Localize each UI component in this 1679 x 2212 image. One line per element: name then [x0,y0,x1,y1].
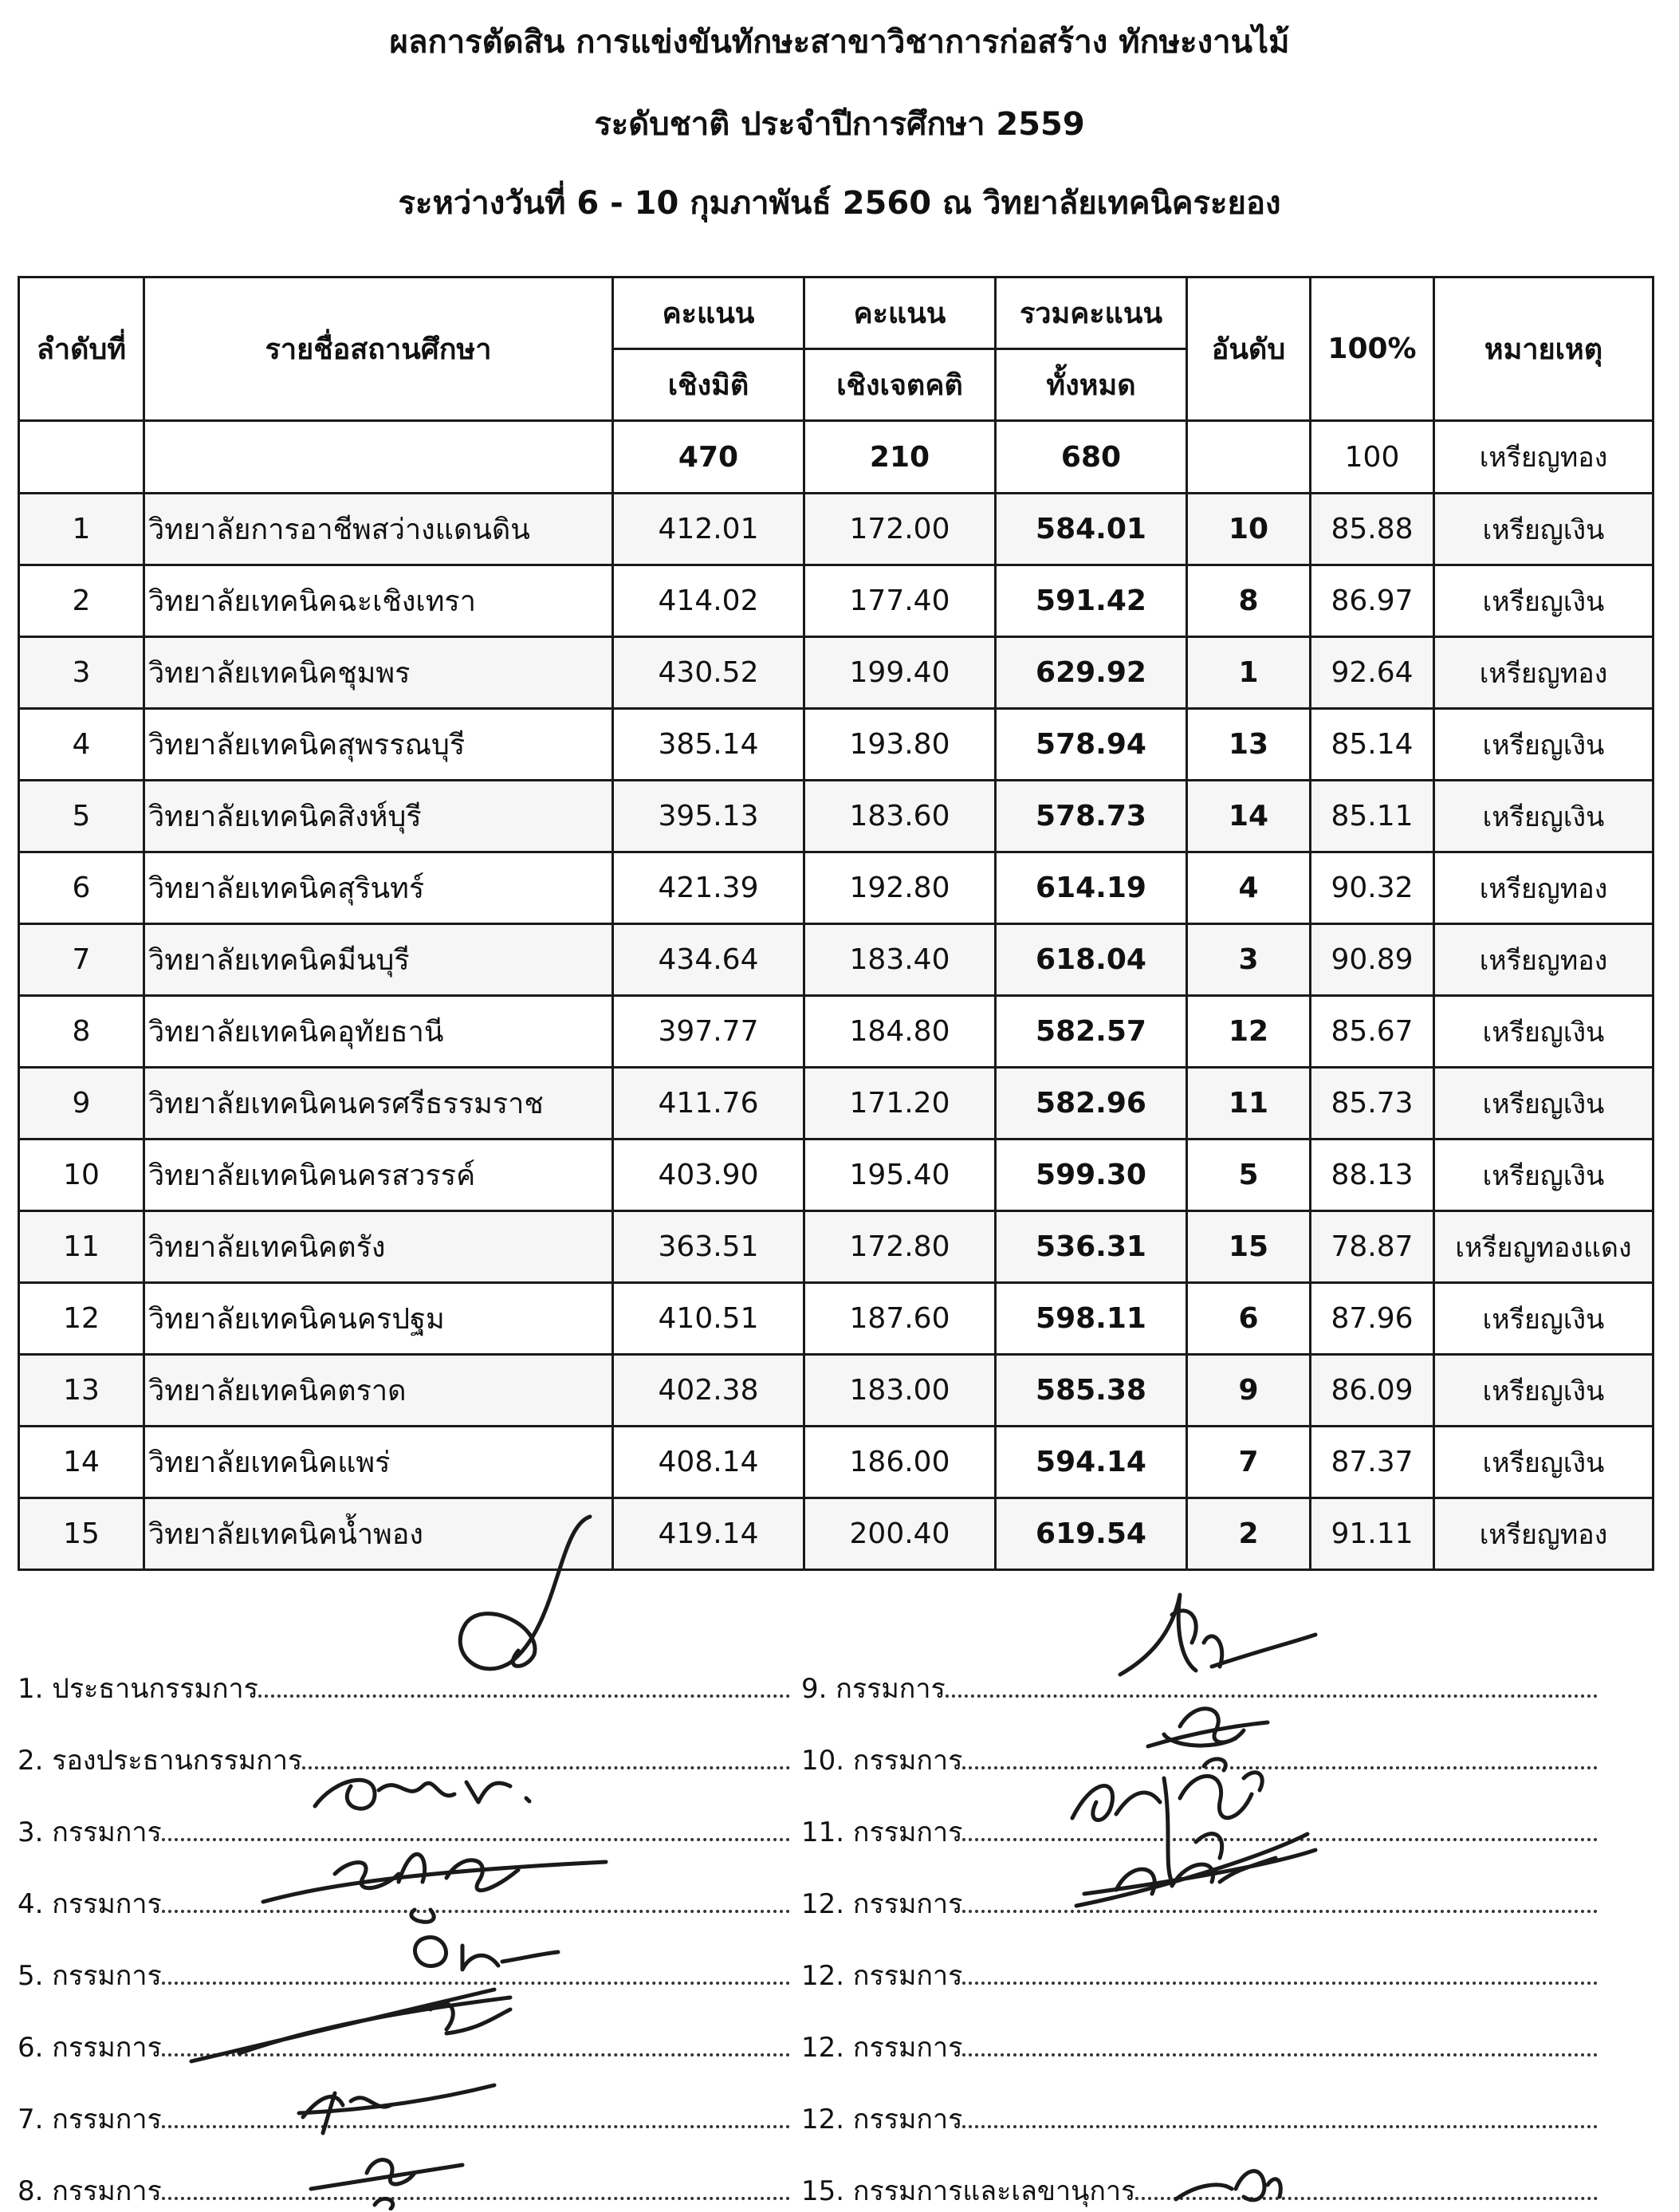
signature-dotted-line [258,1674,790,1698]
signature-line-left [18,2169,790,2212]
row-note-cell: เหรียญเงิน [1434,1068,1653,1139]
row-name-cell: วิทยาลัยเทคนิคอุทัยธานี [144,996,613,1068]
row-note-cell: เหรียญเงิน [1434,565,1653,637]
row-rank-cell: 2 [1187,1498,1311,1570]
signature-dotted-line [962,1817,1598,1841]
row-note-cell: เหรียญทอง [1434,924,1653,996]
row-no-cell: 3 [19,637,144,709]
row-score2-cell: 183.40 [804,924,996,996]
row-rank-cell: 9 [1187,1355,1311,1427]
row-note-cell: เหรียญทองแดง [1434,1211,1653,1283]
signature-dotted-line [962,2033,1598,2057]
signature-label: 12. กรรมการ [801,2104,963,2135]
signature-line-right [801,2097,1598,2140]
row-score2-cell: 171.20 [804,1068,996,1139]
row-rank-cell: 14 [1187,781,1311,852]
row-name-cell: วิทยาลัยเทคนิคมีนบุรี [144,924,613,996]
row-score2-cell: 183.60 [804,781,996,852]
row-rank-cell: 5 [1187,1139,1311,1211]
row-name-cell: วิทยาลัยเทคนิคนครปฐม [144,1283,613,1355]
row-name-cell: วิทยาลัยการอาชีพสว่างแดนดิน [144,494,613,565]
row-no-cell: 2 [19,565,144,637]
row-score1-cell: 402.38 [613,1355,804,1427]
header-score1-bottom: เชิงมิติ [613,349,804,421]
header-score2-top: คะแนน [804,277,996,349]
signature-line-right [801,2169,1598,2212]
row-percent-cell: 85.73 [1311,1068,1434,1139]
row-name-cell: วิทยาลัยเทคนิคสิงห์บุรี [144,781,613,852]
row-name-cell: วิทยาลัยเทคนิคแพร่ [144,1427,613,1498]
signature-line-left [18,1738,790,1781]
signature-line-right [801,1810,1598,1853]
signature-label: 1. ประธานกรรมการ [18,1673,258,1705]
table-row [19,1068,1653,1139]
signature-line-right [801,2025,1598,2068]
signature-dotted-line [1135,2176,1598,2200]
row-score2-cell: 193.80 [804,709,996,781]
row-name-cell: วิทยาลัยเทคนิคตราด [144,1355,613,1427]
row-total-cell: 582.57 [996,996,1187,1068]
row-percent-cell: 86.97 [1311,565,1434,637]
row-percent-cell: 87.96 [1311,1283,1434,1355]
row-score1-cell: 411.76 [613,1068,804,1139]
row-score2-cell: 183.00 [804,1355,996,1427]
row-note-cell: เหรียญทอง [1434,1498,1653,1570]
document-title: ผลการตัดสิน การแข่งขันทักษะสาขาวิชาการก่อสร้าง ทักษะงานไม้ [389,24,1290,61]
row-score2-cell: 186.00 [804,1427,996,1498]
row-note-cell: เหรียญเงิน [1434,996,1653,1068]
signature-label: 4. กรรมการ [18,1888,162,1920]
signature-line-left [18,2025,790,2068]
row-score2-cell: 199.40 [804,637,996,709]
signature-dotted-line [162,2104,790,2128]
row-percent-cell: 78.87 [1311,1211,1434,1283]
row-percent-cell: 91.11 [1311,1498,1434,1570]
row-total-cell: 585.38 [996,1355,1187,1427]
max-no-cell [19,421,144,494]
row-no-cell: 9 [19,1068,144,1139]
row-no-cell: 13 [19,1355,144,1427]
row-score2-cell: 192.80 [804,852,996,924]
row-rank-cell: 12 [1187,996,1311,1068]
table-row [19,781,1653,852]
max-note-cell: เหรียญทอง [1434,421,1653,494]
row-name-cell: วิทยาลัยเทคนิคฉะเชิงเทรา [144,565,613,637]
table-row [19,637,1653,709]
row-rank-cell: 8 [1187,565,1311,637]
row-name-cell: วิทยาลัยเทคนิคสุรินทร์ [144,852,613,924]
table-row [19,1139,1653,1211]
row-note-cell: เหรียญเงิน [1434,494,1653,565]
signature-label: 3. กรรมการ [18,1816,162,1848]
table-row [19,709,1653,781]
max-score2-cell: 210 [804,421,996,494]
signature-dotted-line [162,1961,790,1985]
row-no-cell: 6 [19,852,144,924]
row-note-cell: เหรียญเงิน [1434,1139,1653,1211]
row-name-cell: วิทยาลัยเทคนิคตรัง [144,1211,613,1283]
table-row [19,494,1653,565]
row-score1-cell: 412.01 [613,494,804,565]
header-total-bottom: ทั้งหมด [996,349,1187,421]
row-name-cell: วิทยาลัยเทคนิคชุมพร [144,637,613,709]
table-row [19,1427,1653,1498]
row-percent-cell: 85.88 [1311,494,1434,565]
row-rank-cell: 13 [1187,709,1311,781]
row-score2-cell: 200.40 [804,1498,996,1570]
row-score2-cell: 177.40 [804,565,996,637]
row-note-cell: เหรียญเงิน [1434,1427,1653,1498]
row-name-cell: วิทยาลัยเทคนิคน้ำพอง [144,1498,613,1570]
row-no-cell: 7 [19,924,144,996]
row-score2-cell: 172.00 [804,494,996,565]
row-total-cell: 618.04 [996,924,1187,996]
signature-label: 2. รองประธานกรรมการ [18,1745,303,1777]
row-name-cell: วิทยาลัยเทคนิคนครสวรรค์ [144,1139,613,1211]
table-row [19,1498,1653,1570]
row-total-cell: 614.19 [996,852,1187,924]
header-total-top: รวมคะแนน [996,277,1187,349]
row-no-cell: 11 [19,1211,144,1283]
row-score2-cell: 172.80 [804,1211,996,1283]
table-row [19,1211,1653,1283]
row-total-cell: 629.92 [996,637,1187,709]
row-no-cell: 1 [19,494,144,565]
row-total-cell: 578.94 [996,709,1187,781]
row-score1-cell: 414.02 [613,565,804,637]
row-score1-cell: 430.52 [613,637,804,709]
header-rank: อันดับ [1187,277,1311,421]
row-no-cell: 5 [19,781,144,852]
table-row [19,1355,1653,1427]
row-total-cell: 578.73 [996,781,1187,852]
signature-line-left [18,2097,790,2140]
signature-dotted-line [962,1746,1598,1769]
row-no-cell: 12 [19,1283,144,1355]
row-score1-cell: 419.14 [613,1498,804,1570]
signature-dotted-line [962,1961,1598,1985]
max-rank-cell [1187,421,1311,494]
row-score1-cell: 385.14 [613,709,804,781]
table-row [19,852,1653,924]
signature-label: 6. กรรมการ [18,2032,162,2064]
signature-line-right [801,1738,1598,1781]
signature-line-right [801,1882,1598,1925]
row-total-cell: 598.11 [996,1283,1187,1355]
row-total-cell: 584.01 [996,494,1187,565]
row-percent-cell: 86.09 [1311,1355,1434,1427]
row-percent-cell: 85.67 [1311,996,1434,1068]
max-score-row [19,421,1653,494]
row-score2-cell: 187.60 [804,1283,996,1355]
row-note-cell: เหรียญเงิน [1434,1355,1653,1427]
row-total-cell: 594.14 [996,1427,1187,1498]
row-rank-cell: 7 [1187,1427,1311,1498]
signature-label: 7. กรรมการ [18,2104,162,2135]
table-row [19,996,1653,1068]
signature-line-left [18,1810,790,1853]
signature-line-right [801,1954,1598,1997]
table-row [19,565,1653,637]
signature-label: 9. กรรมการ [801,1673,946,1705]
header-no: ลำดับที่ [19,277,144,421]
table-row [19,1283,1653,1355]
row-rank-cell: 10 [1187,494,1311,565]
header-name: รายชื่อสถานศึกษา [144,277,613,421]
header-score1-top: คะแนน [613,277,804,349]
row-score1-cell: 421.39 [613,852,804,924]
row-name-cell: วิทยาลัยเทคนิคนครศรีธรรมราช [144,1068,613,1139]
signature-dotted-line [162,2176,790,2200]
signature-dotted-line [946,1674,1598,1698]
header-note: หมายเหตุ [1434,277,1653,421]
row-percent-cell: 87.37 [1311,1427,1434,1498]
signature-dotted-line [962,1889,1598,1913]
signature-label: 12. กรรมการ [801,1960,963,1992]
row-score1-cell: 395.13 [613,781,804,852]
row-score2-cell: 184.80 [804,996,996,1068]
signature-label: 10. กรรมการ [801,1745,963,1777]
results-table [18,276,1654,1571]
signature-dotted-line [302,1746,790,1769]
row-note-cell: เหรียญเงิน [1434,781,1653,852]
max-percent-cell: 100 [1311,421,1434,494]
signature-label: 15. กรรมการและเลขานุการ [801,2175,1136,2207]
row-no-cell: 10 [19,1139,144,1211]
row-score1-cell: 363.51 [613,1211,804,1283]
row-note-cell: เหรียญเงิน [1434,709,1653,781]
row-no-cell: 8 [19,996,144,1068]
row-total-cell: 582.96 [996,1068,1187,1139]
row-note-cell: เหรียญเงิน [1434,1283,1653,1355]
row-rank-cell: 15 [1187,1211,1311,1283]
signature-line-left [18,1954,790,1997]
signature-dotted-line [962,2104,1598,2128]
row-rank-cell: 1 [1187,637,1311,709]
max-score1-cell: 470 [613,421,804,494]
header-percent: 100% [1311,277,1434,421]
row-rank-cell: 3 [1187,924,1311,996]
signature-label: 12. กรรมการ [801,2032,963,2064]
row-score1-cell: 403.90 [613,1139,804,1211]
max-total-cell: 680 [996,421,1187,494]
row-rank-cell: 6 [1187,1283,1311,1355]
row-no-cell: 15 [19,1498,144,1570]
row-note-cell: เหรียญทอง [1434,852,1653,924]
signature-label: 12. กรรมการ [801,1888,963,1920]
max-name-cell [144,421,613,494]
row-percent-cell: 90.32 [1311,852,1434,924]
row-rank-cell: 11 [1187,1068,1311,1139]
row-name-cell: วิทยาลัยเทคนิคสุพรรณบุรี [144,709,613,781]
row-total-cell: 591.42 [996,565,1187,637]
row-rank-cell: 4 [1187,852,1311,924]
document-subtitle: ระดับชาติ ประจำปีการศึกษา 2559 [594,106,1085,143]
row-score1-cell: 434.64 [613,924,804,996]
row-percent-cell: 92.64 [1311,637,1434,709]
row-no-cell: 4 [19,709,144,781]
row-score1-cell: 397.77 [613,996,804,1068]
row-note-cell: เหรียญทอง [1434,637,1653,709]
signature-dotted-line [162,1889,790,1913]
row-total-cell: 599.30 [996,1139,1187,1211]
signature-label: 11. กรรมการ [801,1816,963,1848]
document-date-venue: ระหว่างวันที่ 6 - 10 กุมภาพันธ์ 2560 ณ วิทยาลัยเทคนิคระยอง [398,185,1281,222]
signature-9 [1120,1595,1315,1675]
signature-line-left [18,1667,790,1710]
row-total-cell: 619.54 [996,1498,1187,1570]
row-score1-cell: 410.51 [613,1283,804,1355]
header-score2-bottom: เชิงเจตคติ [804,349,996,421]
row-total-cell: 536.31 [996,1211,1187,1283]
row-percent-cell: 85.11 [1311,781,1434,852]
table-row [19,924,1653,996]
signature-label: 8. กรรมการ [18,2175,162,2207]
signature-dotted-line [162,2033,790,2057]
row-percent-cell: 85.14 [1311,709,1434,781]
signature-3 [315,1780,529,1809]
row-score1-cell: 408.14 [613,1427,804,1498]
row-percent-cell: 88.13 [1311,1139,1434,1211]
signature-line-right [801,1667,1598,1710]
row-no-cell: 14 [19,1427,144,1498]
signature-dotted-line [162,1817,790,1841]
row-percent-cell: 90.89 [1311,924,1434,996]
signature-line-left [18,1882,790,1925]
signature-label: 5. กรรมการ [18,1960,162,1992]
row-score2-cell: 195.40 [804,1139,996,1211]
